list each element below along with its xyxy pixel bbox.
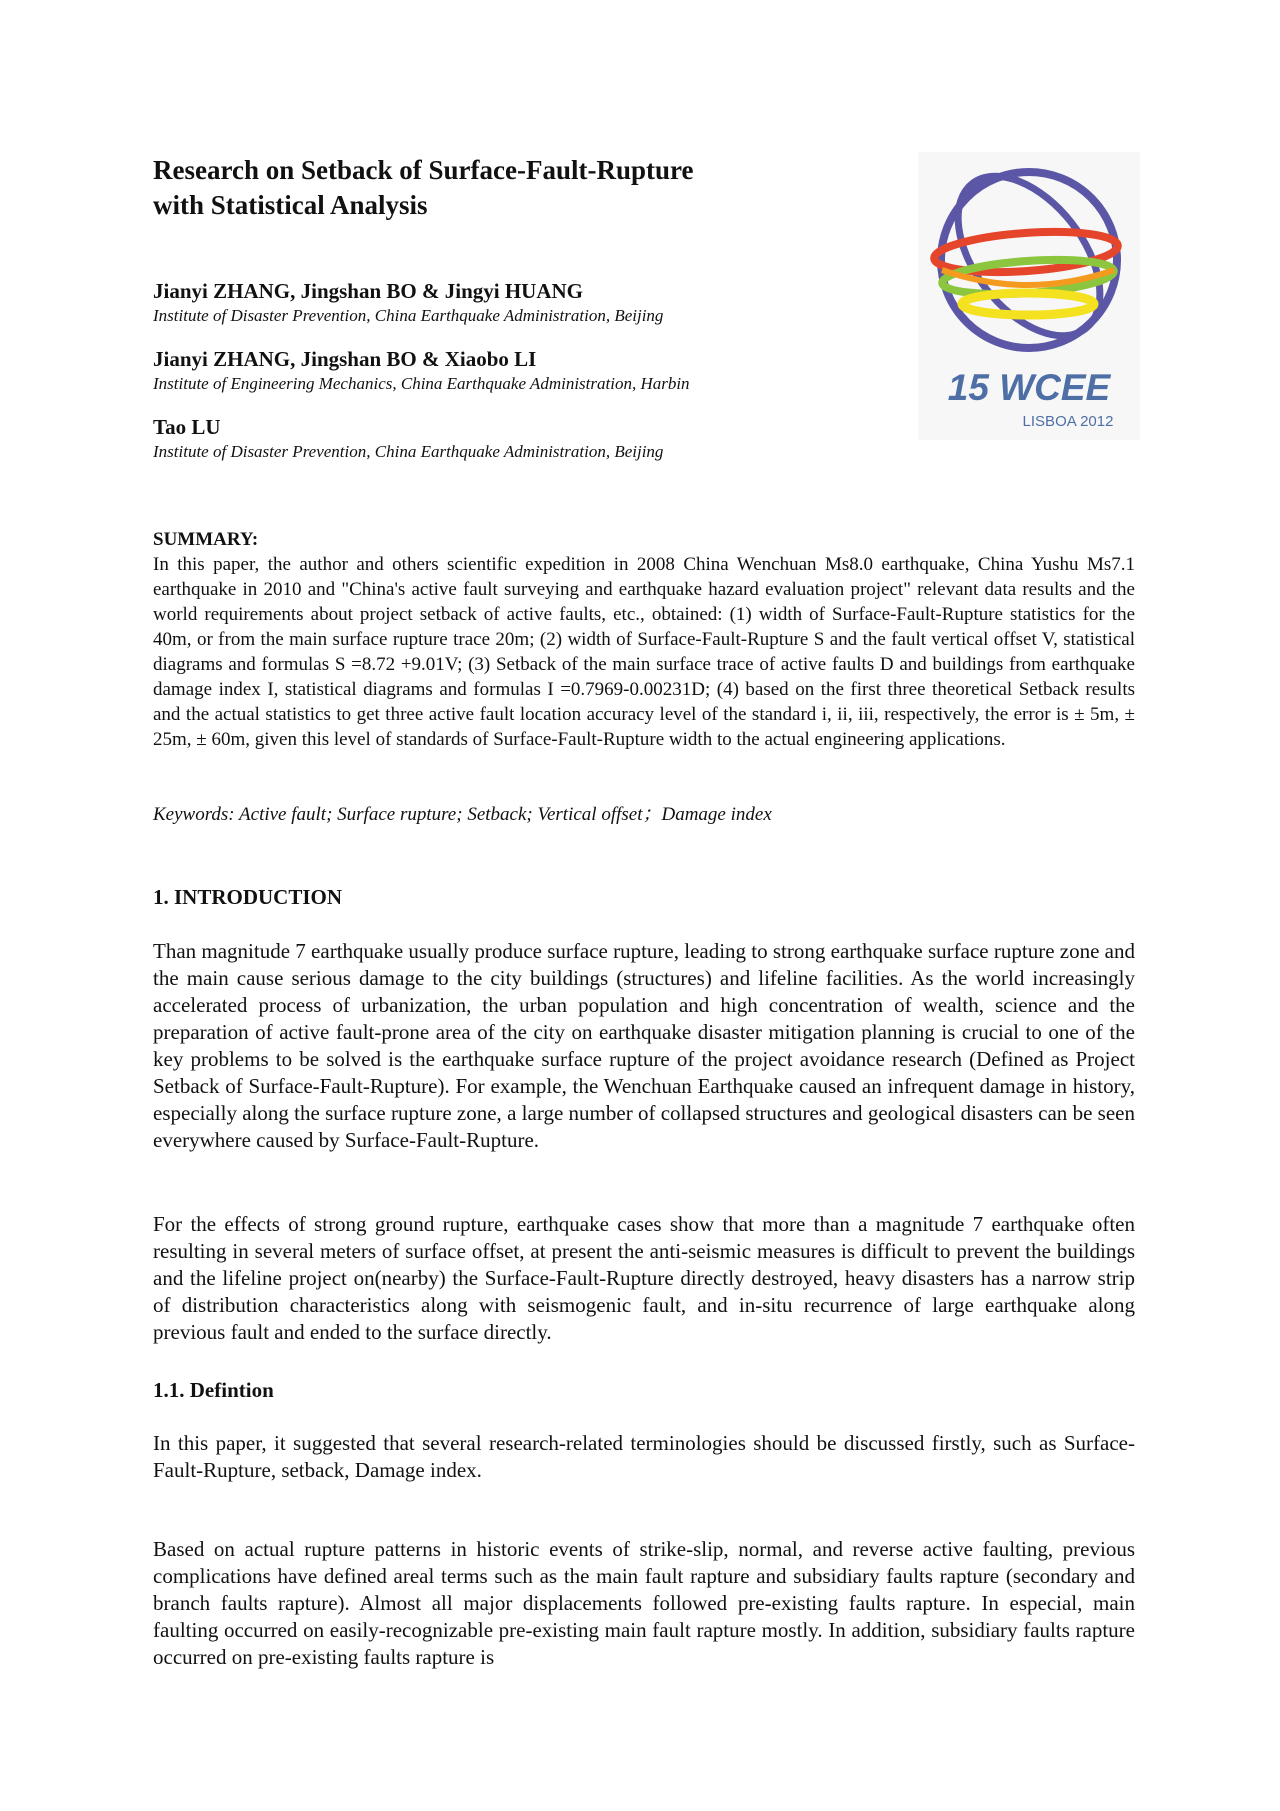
paper-title bbox=[153, 153, 793, 223]
body-paragraph: Based on actual rupture patterns in historic events of strike-slip, normal, and reverse active faulting, previous complications have defined areal terms such as the main fault rapture and subsidiary faults rapture (secondary and branch faults rapture). Almost all major displacements followed pre-existing faults rapture. In especial, main faulting occurred on easily-recognizable pre-existing main fault rapture mostly. In addition, subsidiary faults rapture occurred on pre-existing faults rapture is bbox=[153, 1537, 1135, 1669]
author-names: Jianyi ZHANG, Jingshan BO & Xiaobo LI bbox=[153, 347, 537, 371]
summary-text: In this paper, the author and others scientific expedition in 2008 China Wenchuan Ms8.0 earthquake, China Yushu Ms7.1 earthquake in 2010 and "China's active fault surveying and earthquake hazard evaluation project" relevant data results and the world requirements about project setback of active faults, etc., obtained: (1) width of Surface-Fault-Rupture statistics for the 40m, or from the main surface rupture trace 20m; (2) width of Surface-Fault-Rupture S and the fault vertical offset V, statistical diagrams and formulas S =8.72 +9.01V; (3) Setback of the main surface trace of active faults D and buildings from earthquake damage index I, statistical diagrams and formulas I =0.7969-0.00231D; (4) based on the first three theoretical Setback results and the actual statistics to get three active fault location accuracy level of the standard i, ii, iii, respectively, the error is ± 5m, ± 25m, ± 60m, given this level of standards of Surface-Fault-Rupture width to the actual engineering applications. bbox=[153, 554, 1135, 750]
author-block bbox=[153, 346, 873, 395]
body-paragraph: For the effects of strong ground rupture, earthquake cases show that more than a magnitude 7 earthquake often resulting in several meters of surface offset, at present the anti-seismic measures is difficult to prevent the buildings and the lifeline project on(nearby) the Surface-Fault-Rupture directly destroyed, heavy disasters has a narrow strip of distribution characteristics along with seismogenic fault, and in-situ recurrence of large earthquake along previous fault and ended to the surface directly. bbox=[153, 1212, 1135, 1344]
author-affiliation: Institute of Engineering Mechanics, China Earthquake Administration, Harbin bbox=[153, 374, 690, 393]
author-list bbox=[153, 278, 873, 482]
author-names: Tao LU bbox=[153, 415, 221, 439]
logo-text: 15 WCEE bbox=[947, 367, 1111, 408]
section-heading-introduction: 1. INTRODUCTION bbox=[153, 885, 343, 909]
body-paragraph: Than magnitude 7 earthquake usually produce surface rupture, leading to strong earthquake surface rupture zone and the main cause serious damage to the city buildings (structures) and lifeline facilities. As the world increasingly accelerated process of urbanization, the urban population and high concentration of wealth, science and the preparation of active fault-prone area of the city on earthquake disaster mitigation planning is crucial to one of the key problems to be solved is the earthquake surface rupture of the project avoidance research (Defined as Project Setback of Surface-Fault-Rupture). For example, the Wenchuan Earthquake caused an infrequent damage in history, especially along the surface rupture zone, a large number of collapsed structures and geological disasters can be seen everywhere caused by Surface-Fault-Rupture. bbox=[153, 939, 1135, 1152]
title-line-2: with Statistical Analysis bbox=[153, 190, 428, 220]
body-paragraph: In this paper, it suggested that several research-related terminologies should be discussed firstly, such as Surface-Fault-Rupture, setback, Damage index. bbox=[153, 1431, 1135, 1482]
author-block bbox=[153, 414, 873, 463]
author-names: Jianyi ZHANG, Jingshan BO & Jingyi HUANG bbox=[153, 279, 583, 303]
wcee-logo bbox=[918, 152, 1140, 440]
keywords: Keywords: Active fault; Surface rupture; Setback; Vertical offset；Damage index bbox=[153, 804, 772, 825]
logo-subtext: LISBOA 2012 bbox=[1022, 413, 1114, 430]
summary-section bbox=[153, 528, 1135, 752]
author-block bbox=[153, 278, 873, 327]
summary-heading: SUMMARY: bbox=[153, 529, 259, 550]
author-affiliation: Institute of Disaster Prevention, China Earthquake Administration, Beijing bbox=[153, 306, 664, 325]
title-line-1: Research on Setback of Surface-Fault-Rupture bbox=[153, 155, 694, 185]
author-affiliation: Institute of Disaster Prevention, China Earthquake Administration, Beijing bbox=[153, 442, 664, 461]
subsection-heading-definition: 1.1. Defintion bbox=[153, 1378, 274, 1402]
